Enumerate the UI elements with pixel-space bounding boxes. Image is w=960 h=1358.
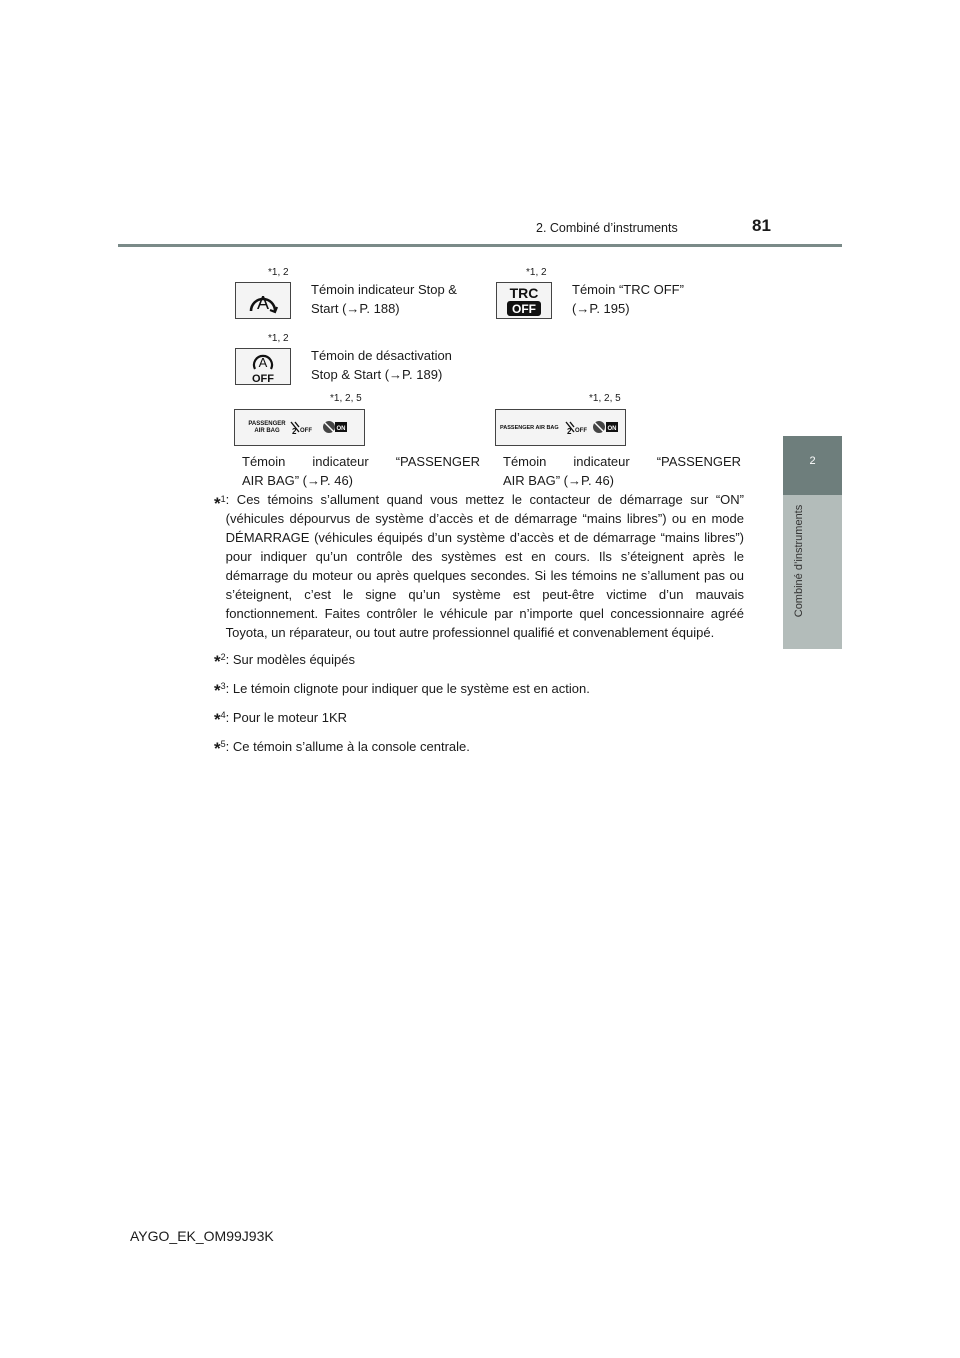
footnote-text: : Pour le moteur 1KR (225, 710, 348, 725)
chapter-tab-strip (783, 495, 842, 649)
indicator-text-line: AIR BAG” (→P. 46) (242, 473, 354, 488)
footnote (214, 490, 744, 642)
airbag-label-line1: PASSENGER AIR BAG (500, 425, 559, 431)
indicator-ref: *1, 2 (268, 267, 289, 278)
airbag-off-label: OFF (575, 428, 587, 434)
trc-off-label: OFF (512, 302, 536, 316)
footnote-text: : Sur modèles équipés (225, 652, 355, 667)
footnote (214, 706, 744, 729)
footnote-number: 3 (220, 681, 226, 691)
footnote (214, 648, 744, 671)
footnotes (214, 490, 744, 764)
indicator-text-line: Témoin indicateur “PASSENGER (503, 454, 741, 469)
footnote (214, 735, 744, 758)
indicator-text-line: Témoin indicateur Stop & (311, 282, 457, 297)
header-divider (118, 244, 842, 247)
indicator-ref: *1, 2, 5 (330, 393, 362, 404)
footnote-mark: * (214, 652, 221, 671)
footnote-number: 4 (220, 710, 226, 720)
trc-icon-label: TRC (509, 285, 539, 301)
indicator-text-line: Start (→P. 188) (311, 301, 400, 316)
footnote-number: 1 (220, 494, 226, 504)
footer-document-code: AYGO_EK_OM99J93K (130, 1228, 274, 1244)
chapter-tab-label: Combiné d’instruments (793, 504, 805, 618)
footnote-mark: * (214, 494, 221, 513)
airbag-label-line2: AIR BAG (254, 428, 280, 434)
passenger-airbag-icon (234, 409, 365, 446)
stop-start-off-icon (235, 348, 291, 385)
page-number: 81 (752, 216, 771, 235)
indicator-description (311, 346, 481, 384)
svg-text:A: A (258, 355, 268, 370)
indicator-text-line: Témoin indicateur “PASSENGER (242, 454, 480, 469)
passenger-airbag-icon (495, 409, 626, 446)
indicator-ref: *1, 2 (526, 267, 547, 278)
airbag-off-label: OFF (300, 428, 312, 434)
stop-start-indicator-icon (235, 282, 291, 319)
footnote-mark: * (214, 739, 221, 758)
indicator-description (572, 280, 742, 318)
footnote-number: 5 (220, 739, 226, 749)
header-section-title: 2. Combiné d’instruments (536, 221, 678, 235)
footnote-mark: * (214, 710, 221, 729)
airbag-on-label: ON (336, 426, 346, 432)
indicator-text-line: Témoin de désactivation (311, 348, 452, 363)
airbag-on-label: ON (607, 426, 617, 432)
footnote-text: : Ce témoin s’allume à la console centrale. (225, 739, 470, 754)
indicator-description (503, 452, 741, 490)
svg-text:2: 2 (292, 427, 297, 436)
indicator-text-line: Témoin “TRC OFF” (572, 282, 684, 297)
indicator-description (311, 280, 476, 318)
footnote-text: : Ces témoins s’allument quand vous mettez le contacteur de démarrage sur “ON” (véhicules dépourvus de système d’accès et de démarrage “mains libres”) ou en mode DÉMARRAGE (véhicules équipés d’un système d’accès et de démarrage “mains libres”) pour indiquer qu’un contrôle des systèmes est en cours. Ils s’éteignent après le démarrage du moteur ou après quelques secondes. Si les témoins ne s’allument pas ou s’éteignent, c’est le signe qu’un système est peut-être victime d’un mauvais fonctionnement. Faites contrôler le véhicule par n’importe quel concessionnaire agréé Toyota, un réparateur, ou tout autre professionnel qualifié et convenablement équipé. (225, 492, 744, 640)
indicator-text-line: (→P. 195) (572, 301, 630, 316)
stop-start-off-label: OFF (252, 373, 274, 384)
footnote-text: : Le témoin clignote pour indiquer que le système est en action. (225, 681, 590, 696)
indicator-description (242, 452, 480, 490)
indicator-ref: *1, 2 (268, 333, 289, 344)
footnote-number: 2 (220, 652, 226, 662)
svg-text:2: 2 (567, 427, 572, 436)
indicator-ref: *1, 2, 5 (589, 393, 621, 404)
indicator-text-line: Stop & Start (→P. 189) (311, 367, 443, 382)
svg-text:A: A (256, 293, 270, 313)
footnote-mark: * (214, 681, 221, 700)
chapter-tab-number: 2 (809, 455, 816, 467)
footnote (214, 677, 744, 700)
trc-off-icon (496, 282, 552, 319)
chapter-tab[interactable] (783, 436, 842, 495)
airbag-label-line1: PASSENGER (248, 421, 286, 427)
indicator-text-line: AIR BAG” (→P. 46) (503, 473, 615, 488)
